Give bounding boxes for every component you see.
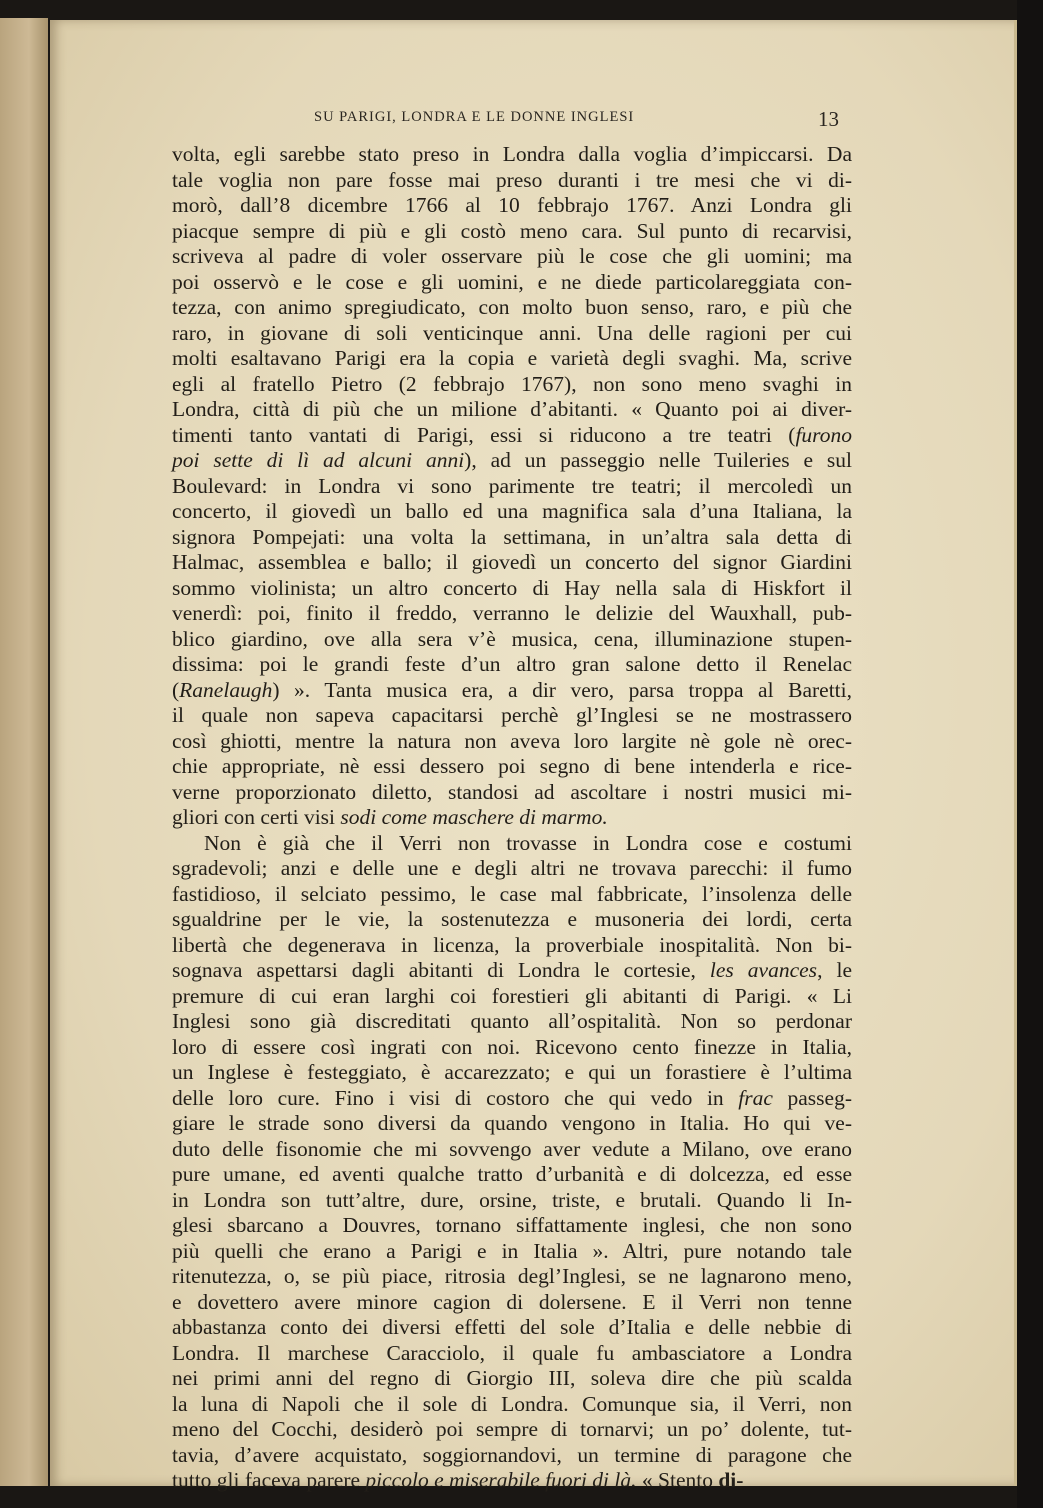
text-line — [172, 474, 852, 500]
text-segment: Non è già che il Verri non trovasse in Londra cose e costumi — [204, 830, 852, 855]
text-line — [172, 244, 852, 270]
text-line — [172, 1468, 852, 1494]
text-segment: poi sette di lì ad alcuni anni — [172, 448, 465, 472]
text-line — [172, 550, 852, 576]
text-line — [172, 142, 852, 168]
text-segment: Inglesi sono già discreditati quanto all’ospitalità. Non so perdonar — [172, 1009, 852, 1033]
scan-background — [1017, 0, 1043, 1508]
text-line — [172, 525, 852, 551]
text-segment: premure di cui eran larghi coi forestieri gli abitanti di Parigi. « Li — [172, 983, 852, 1008]
text-line — [172, 270, 852, 296]
text-segment: ), ad un passeggio nelle Tuileries e sul — [464, 448, 852, 472]
text-segment: passeg- — [772, 1085, 852, 1110]
text-line — [172, 1188, 852, 1214]
text-segment: piccolo e miserabile fuori di là. — [365, 1468, 637, 1492]
text-segment: e dovettero avere minore cagion di dolersene. E il Verri non tenne — [172, 1289, 852, 1314]
text-segment: molti esaltavano Parigi era la copia e varietà degli svaghi. Ma, scrive — [172, 346, 852, 370]
text-segment: tale voglia non pare fosse mai preso duranti i tre mesi che vi di- — [172, 167, 852, 192]
text-line — [172, 1315, 852, 1341]
text-segment: ( — [172, 677, 180, 702]
text-line — [172, 397, 852, 423]
text-segment: la luna di Napoli che il sole di Londra. Comunque sia, il Verri, non — [172, 1391, 852, 1416]
text-line — [172, 1264, 852, 1290]
text-line — [172, 1341, 852, 1367]
text-segment: tutto gli faceva parere — [172, 1468, 366, 1492]
text-segment: morò, dall’8 dicembre 1766 al 10 febbrajo 1767. Anzi Londra gli — [172, 193, 852, 217]
text-segment: Boulevard: in Londra vi sono parimente tre teatri; il mercoledì un — [172, 473, 852, 498]
text-segment: tavia, d’avere acquistato, soggiornandovi, un termine di paragone che — [172, 1442, 852, 1467]
text-segment: dissima: poi le grandi feste d’un altro gran salone detto il Renelac — [172, 652, 852, 676]
text-line — [172, 601, 852, 627]
text-segment: Halmac, assemblea e ballo; il giovedì un concerto del signor Giardini — [172, 550, 852, 574]
book-page — [50, 20, 1018, 1492]
text-segment: abbastanza conto dei diversi effetti del sole d’Italia e delle nebbie di — [172, 1315, 852, 1339]
text-line — [172, 805, 852, 831]
text-segment: venerdì: poi, finito il freddo, verranno le delizie del Wauxhall, pub- — [172, 601, 852, 625]
text-segment: glesi sbarcano a Douvres, tornano siffattamente inglesi, che non sono — [172, 1213, 852, 1237]
text-segment: meno del Cocchi, desiderò poi sempre di tornarvi; un po’ dolente, tut- — [172, 1417, 852, 1441]
text-segment: loro di essere così ingrati con noi. Ricevono cento finezze in Italia, — [172, 1034, 852, 1059]
text-segment: così ghiotti, mentre la natura non aveva loro largite nè gole nè orec- — [172, 728, 852, 753]
text-line — [172, 933, 852, 959]
text-line — [172, 780, 852, 806]
text-segment: piacque sempre di più e gli costò meno cara. Sul punto di recarvisi, — [172, 218, 852, 243]
text-line — [172, 754, 852, 780]
text-line — [172, 1213, 852, 1239]
text-segment: nei primi anni del regno di Giorgio III, soleva dire che più scalda — [172, 1366, 852, 1390]
text-segment: signora Pompejati: una volta la settimana, in un’altra sala detta di — [172, 524, 852, 549]
text-segment: frac — [738, 1085, 773, 1110]
text-line — [172, 1137, 852, 1163]
text-segment: furono — [795, 422, 852, 447]
text-line — [172, 346, 852, 372]
text-line — [172, 1111, 852, 1137]
text-line — [172, 168, 852, 194]
text-line — [172, 321, 852, 347]
text-segment: Londra. Il marchese Caracciolo, il quale fu ambasciatore a Londra — [172, 1340, 852, 1365]
text-segment: egli al fratello Pietro (2 febbrajo 1767), non sono meno svaghi in — [172, 371, 852, 396]
text-line — [172, 1392, 852, 1418]
text-line — [172, 576, 852, 602]
text-segment: poi osservò e le cose e gli uomini, e ne diede particolareggiata con- — [172, 269, 852, 294]
text-segment: raro, in giovane di soli venticinque anni. Una delle ragioni per cui — [172, 320, 852, 345]
text-segment: di- — [718, 1468, 744, 1492]
text-segment: sgradevoli; anzi e delle une e degli altri ne trovava parecchi: il fumo — [172, 856, 852, 880]
text-segment: sodi come maschere di marmo. — [340, 805, 608, 829]
text-segment: verne proporzionato diletto, standosi ad ascoltare i nostri musici mi- — [172, 779, 852, 804]
text-line — [172, 1162, 852, 1188]
page-number: 13 — [818, 107, 839, 131]
text-segment: blico giardino, ove alla sera v’è musica, cena, illuminazione stupen- — [172, 626, 852, 651]
text-line — [172, 295, 852, 321]
text-segment: concerto, il giovedì un ballo ed una magnifica sala d’una Italiana, la — [172, 499, 852, 523]
text-segment: libertà che degenerava in licenza, la proverbiale inospitalità. Non bi- — [172, 932, 852, 957]
page-header — [50, 109, 1018, 135]
text-line — [172, 423, 852, 449]
text-line — [172, 729, 852, 755]
text-segment: il quale non sapeva capacitarsi perchè gl’Inglesi se ne mostrassero — [172, 703, 852, 727]
text-line — [172, 831, 852, 857]
text-line — [172, 448, 852, 474]
text-line — [172, 958, 852, 984]
text-line — [172, 984, 852, 1010]
text-line — [172, 1366, 852, 1392]
text-line — [172, 627, 852, 653]
body-text — [172, 142, 852, 1494]
text-segment: più quelli che erano a Parigi e in Italia ». Altri, pure notando tale — [172, 1238, 852, 1263]
text-line — [172, 1009, 852, 1035]
text-line — [172, 678, 852, 704]
text-line — [172, 703, 852, 729]
text-line — [172, 1086, 852, 1112]
text-segment: scriveva al padre di voler osservare più le cose che gli uomini; ma — [172, 244, 852, 268]
text-line — [172, 1060, 852, 1086]
text-segment: volta, egli sarebbe stato preso in Londra dalla voglia d’impiccarsi. Da — [172, 142, 852, 166]
text-line — [172, 1035, 852, 1061]
previous-page-edge — [0, 18, 48, 1486]
text-segment: « Stento — [636, 1468, 719, 1492]
text-segment: sognava aspettarsi dagli abitanti di Londra le cortesie, — [172, 958, 710, 982]
text-segment: chie appropriate, nè essi dessero poi segno di bene intenderla e rice- — [172, 754, 852, 778]
text-line — [172, 1443, 852, 1469]
text-line — [172, 907, 852, 933]
text-segment: , le — [817, 958, 852, 982]
text-segment: les avances — [709, 958, 818, 982]
text-segment: pure umane, ed aventi qualche tratto d’urbanità e di dolcezza, ed esse — [172, 1162, 852, 1186]
text-segment: ritenutezza, o, se più piace, ritrosia degl’Inglesi, se ne lagnarono meno, — [172, 1264, 852, 1288]
text-segment: Ranelaugh — [179, 677, 273, 702]
text-segment: sommo violinista; un altro concerto di Hay nella sala di Hiskfort il — [172, 575, 852, 600]
text-segment: sgualdrine per le vie, la sostenutezza e musoneria dei lordi, certa — [172, 907, 852, 931]
text-line — [172, 856, 852, 882]
text-segment: un Inglese è festeggiato, è accarezzato; e qui un forastiere è l’ultima — [172, 1060, 852, 1084]
text-line — [172, 652, 852, 678]
text-line — [172, 1417, 852, 1443]
text-segment: in Londra son tutt’altre, dure, orsine, triste, e brutali. Quando li In- — [172, 1187, 852, 1212]
text-segment: duto delle fisonomie che mi sovvengo aver vedute a Milano, ove erano — [172, 1136, 852, 1161]
text-segment: timenti tanto vantati di Parigi, essi si riducono a tre teatri ( — [172, 422, 796, 447]
text-line — [172, 499, 852, 525]
text-segment: fastidioso, il selciato pessimo, le case mal fabbricate, l’insolenza delle — [172, 881, 852, 906]
text-segment: giare le strade sono diversi da quando vengono in Italia. Ho qui ve- — [172, 1111, 852, 1135]
text-segment: Londra, città di più che un milione d’abitanti. « Quanto poi ai diver- — [172, 397, 852, 421]
text-line — [172, 372, 852, 398]
text-line — [172, 193, 852, 219]
text-segment: ) ». Tanta musica era, a dir vero, parsa troppa al Baretti, — [272, 677, 852, 702]
text-line — [172, 219, 852, 245]
text-segment: delle loro cure. Fino i visi di costoro che qui vedo in — [172, 1085, 739, 1110]
text-line — [172, 882, 852, 908]
text-segment: gliori con certi visi — [172, 805, 341, 829]
text-line — [172, 1290, 852, 1316]
running-title: SU PARIGI, LONDRA E LE DONNE INGLESI — [314, 109, 635, 125]
text-segment: tezza, con animo spregiudicato, con molto buon senso, raro, e più che — [172, 295, 852, 319]
text-line — [172, 1239, 852, 1265]
